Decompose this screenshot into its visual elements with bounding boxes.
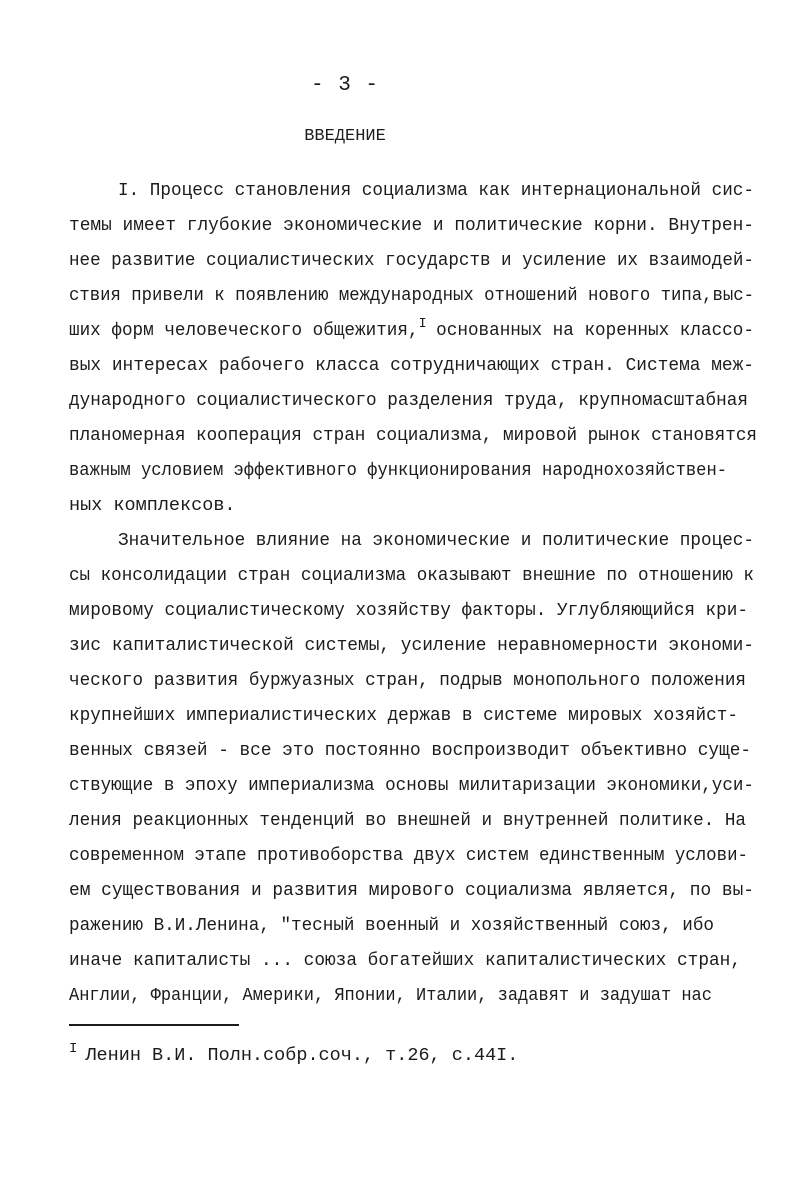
text-line-content: зис капиталистической системы, усиление неравномерности экономи- [69,635,755,656]
footnote [69,1041,518,1072]
text-line-content: ствия привели к появлению международных отношений нового типа,выс- [69,285,755,306]
text-line [0,806,795,836]
text-line [0,736,795,766]
text-line [0,456,795,486]
text-line [0,876,795,906]
text-line [0,386,795,416]
text-line-content: сы консолидации стран социализма оказывают внешние по отношению к [69,565,754,586]
text-line-tail: основанных на коренных классо- [436,320,754,341]
text-line [0,666,795,696]
text-line-content: нее развитие социалистических государств и усиление их взаимодей- [69,250,754,271]
text-line-content: иначе капиталисты ... союза богатейших капиталистических стран, [69,950,742,971]
text-line [0,561,795,591]
text-line-content: Англии, Франции, Америки, Японии, Италии, задавят и задушат нас [69,985,712,1006]
text-line-content: мировому социалистическому хозяйству факторы. Углубляющийся кри- [69,600,748,621]
text-line [0,491,795,521]
text-line-content: ных комплексов. [69,495,236,516]
text-line [0,631,795,661]
text-line-content: вых интересах рабочего класса сотрудничающих стран. Система меж- [69,355,755,376]
section-heading: ВВЕДЕНИЕ [304,127,386,146]
footnote-text: Ленин В.И. Полн.собр.соч., т.26, с.44I. [85,1045,519,1066]
text-line-content: ем существования и развития мирового социализма является, по вы- [69,880,755,901]
text-line-content: крупнейших империалистических держав в системе мировых хозяйст- [69,705,738,726]
footnote-separator [69,1024,239,1026]
text-line-content: ления реакционных тенденций во внешней и внутренней политике. На [69,810,746,831]
text-line-content: дународного социалистического разделения труда, крупномасштабная [69,390,748,411]
text-line-content: ших форм человеческого общежития,$^I$ основанных на коренных классо- [69,316,754,341]
text-line-content: современном этапе противоборства двух систем единственным услови- [69,845,748,866]
text-line-content: темы имеет глубокие экономические и политические корни. Внутрен- [69,215,755,236]
page-number: - 3 - [310,74,379,97]
text-line-content: ческого развития буржуазных стран, подрыв монопольного положения [69,670,746,691]
text-line-content: Значительное влияние на экономические и политические процес- [118,530,755,551]
text-line [0,526,795,556]
text-line [0,421,795,451]
text-line [0,701,795,731]
text-line-content: ствующие в эпоху империализма основы милитаризации экономики,уси- [69,775,754,796]
footnote-reference: I [418,316,427,332]
text-line [0,281,795,311]
text-line [0,981,795,1011]
text-line-content: ражению В.И.Ленина, "тесный военный и хозяйственный союз, ибо [69,915,714,936]
text-line [0,211,795,241]
text-line [0,316,795,346]
text-line [0,176,795,206]
text-line [0,911,795,941]
text-line [0,596,795,626]
text-line [0,246,795,276]
footnote-mark: I [69,1041,78,1057]
text-line [0,771,795,801]
text-line [0,351,795,381]
text-line [0,841,795,871]
text-line [0,946,795,976]
text-line-content: планомерная кооперация стран социализма, мировой рынок становятся [69,425,757,446]
text-line-content: важным условием эффективного функционирования народнохозяйствен- [69,460,728,481]
text-line-content: венных связей - все это постоянно воспроизводит объективно суще- [69,740,752,761]
text-line-content: I. Процесс становления социализма как интернациональной сис- [118,180,755,201]
